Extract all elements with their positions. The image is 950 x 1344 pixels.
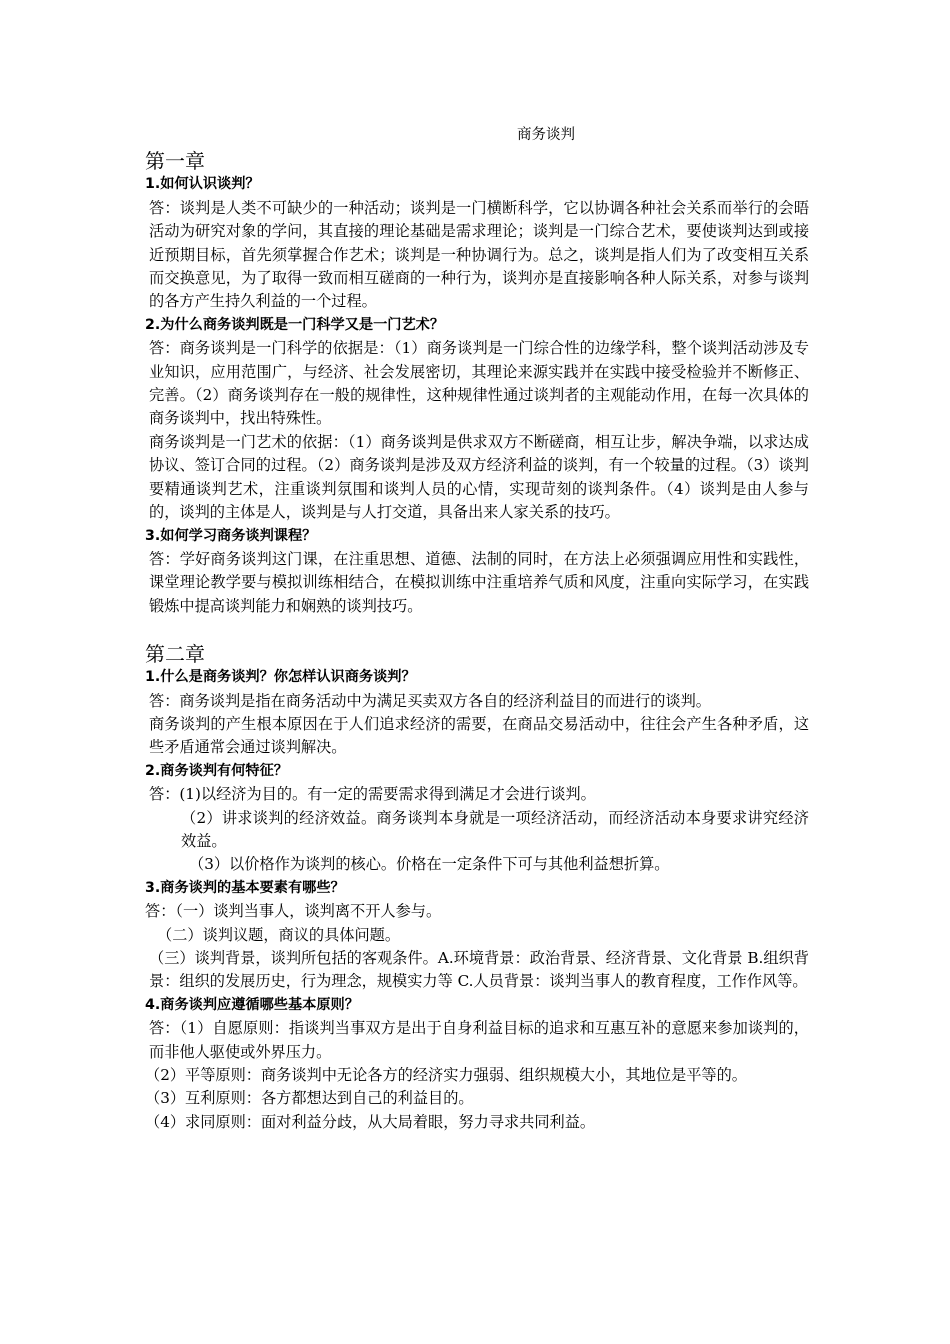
question-heading: 2.商务谈判有何特征？ [145, 762, 288, 779]
answer-paragraph: 商务谈判是一门艺术的依据：（1）商务谈判是供求双方不断磋商，相互让步，解决争端，以求达成协议、签订合同的过程。（2）商务谈判是涉及双方经济利益的谈判，有一个较量的过程。（3）谈判要精通谈判艺术，注重谈判氛围和谈判人员的心情，实现苛刻的谈判条件。（4）谈判是由人参与的，谈判的主体是人，谈判是与人打交道，具备出来人家关系的技巧。 [149, 432, 809, 522]
answer-paragraph: 答：商务谈判是一门科学的依据是：（1）商务谈判是一门综合性的边缘学科，整个谈判活动涉及专业知识，应用范围广，与经济、社会发展密切，其理论来源实践并在实践中接受检验并不断修正、完善。（2）商务谈判存在一般的规律性，这种规律性通过谈判者的主观能动作用，在每一次具体的商务谈判中，找出特殊性。 [149, 339, 809, 428]
answer-paragraph: 商务谈判的产生根本原因在于人们追求经济的需要，在商品交易活动中，往往会产生各种矛盾，这些矛盾通常会通过谈判解决。 [149, 714, 809, 757]
document-title: 商务谈判 [517, 127, 575, 143]
answer-paragraph: （4）求同原则：面对利益分歧，从大局着眼，努力寻求共同利益。 [145, 1112, 596, 1131]
question-heading: 3.如何学习商务谈判课程？ [145, 527, 317, 544]
chapter-heading: 第二章 [145, 642, 205, 667]
answer-paragraph: 答：谈判是人类不可缺少的一种活动；谈判是一门横断科学，它以协调各种社会关系而举行的会晤活动为研究对象的学问，其直接的理论基础是需求理论；谈判是一门综合艺术，要使谈判达到或接近预期目标，首先须掌握合作艺术；谈判是一种协调行为。总之，谈判是指人们为了改变相互关系而交换意见，为了取得一致而相互磋商的一种行为，谈判亦是直接影响各种人际关系，对参与谈判的各方产生持久利益的一个过程。 [149, 198, 809, 311]
answer-paragraph: 答：（一）谈判当事人，谈判离不开人参与。 [145, 902, 442, 921]
answer-paragraph: （3）互利原则：各方都想达到自己的利益目的。 [145, 1089, 474, 1108]
answer-paragraph: （三）谈判背景，谈判所包括的客观条件。A.环境背景：政治背景、经济背景、文化背景 B.组织背景：组织的发展历史，行为理念，规模实力等 C.人员背景：谈判当事人的教育程度，工作作风等。 [149, 949, 809, 991]
chapter-heading: 第一章 [145, 149, 205, 174]
answer-paragraph: 答：商务谈判是指在商务活动中为满足买卖双方各自的经济利益目的而进行的谈判。 [149, 691, 711, 710]
answer-paragraph: （二）谈判议题，商议的具体问题。 [157, 925, 400, 944]
question-heading: 1.什么是商务谈判？你怎样认识商务谈判？ [145, 669, 416, 686]
question-heading: 3.商务谈判的基本要素有哪些？ [145, 879, 345, 896]
question-heading: 1.如何认识谈判？ [145, 176, 260, 193]
question-heading: 2.为什么商务谈判既是一门科学又是一门艺术？ [145, 316, 445, 333]
question-heading: 4.商务谈判应遵循哪些基本原则？ [145, 996, 359, 1013]
answer-paragraph: （2）平等原则：商务谈判中无论各方的经济实力强弱、组织规模大小，其地位是平等的。 [145, 1066, 747, 1085]
document-body [145, 124, 809, 1134]
answer-paragraph: 答：(1)以经济为目的。有一定的需要需求得到满足才会进行谈判。 [149, 785, 596, 804]
answer-paragraph: 答：（1）自愿原则：指谈判当事双方是出于自身利益目标的追求和互惠互补的意愿来参加谈判的，而非他人驱使或外界压力。 [149, 1019, 809, 1061]
answer-paragraph: 答：学好商务谈判这门课，在注重思想、道德、法制的同时，在方法上必须强调应用性和实践性，课堂理论教学要与模拟训练相结合，在模拟训练中注重培养气质和风度，注重向实际学习，在实践锻炼中提高谈判能力和娴熟的谈判技巧。 [149, 549, 809, 615]
answer-paragraph: （3）以价格作为谈判的核心。价格在一定条件下可与其他利益想折算。 [189, 855, 670, 874]
answer-paragraph: （2）讲求谈判的经济效益。商务谈判本身就是一项经济活动，而经济活动本身要求讲究经济效益。 [181, 808, 809, 850]
